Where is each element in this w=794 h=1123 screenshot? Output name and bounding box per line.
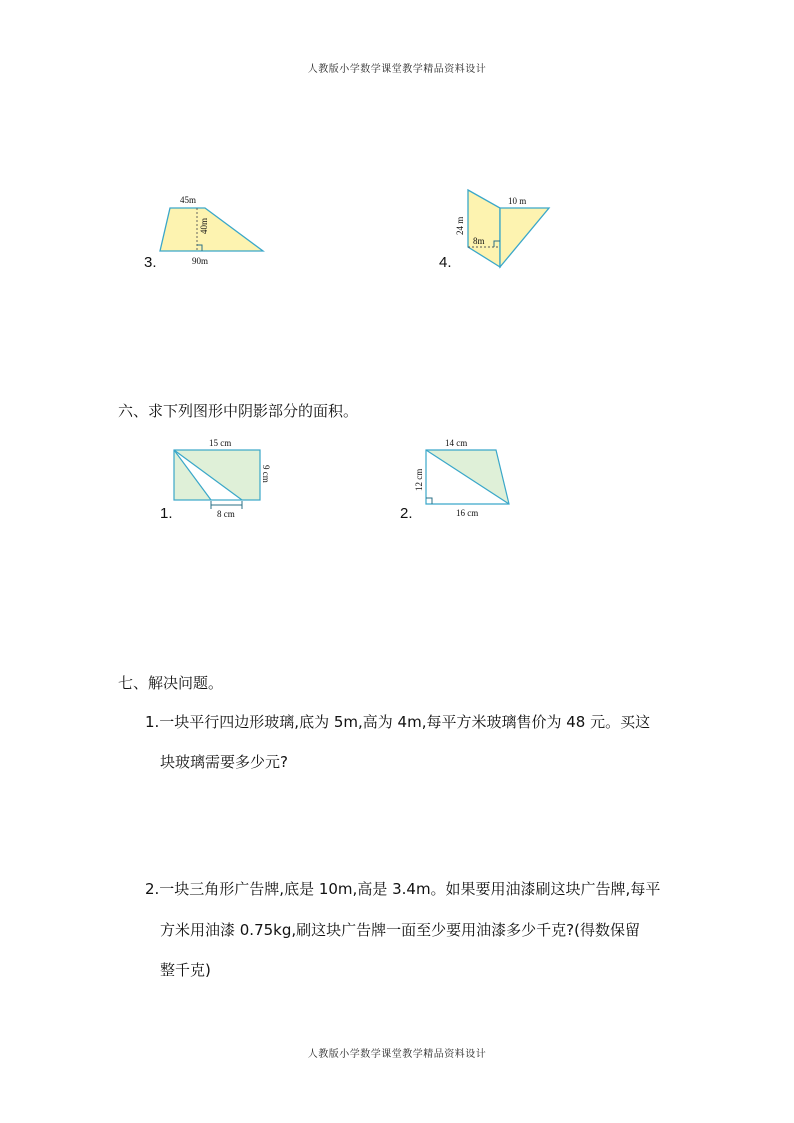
triangle-shape bbox=[500, 208, 549, 267]
shaded-figure-1-number: 1. bbox=[160, 505, 173, 522]
composite-figure bbox=[450, 185, 560, 275]
trapezoid-bottom-label: 90m bbox=[192, 256, 209, 266]
question-1-line-2: 块玻璃需要多少元? bbox=[160, 753, 288, 771]
shaded-1-side-label: 9 cm bbox=[261, 465, 271, 483]
page-footer: 人教版小学数学课堂教学精品资料设计 bbox=[307, 1049, 487, 1060]
trapezoid-height-label: 40m bbox=[199, 217, 209, 234]
shaded-trapezoid-figure bbox=[410, 435, 520, 525]
composite-side-label: 24 m bbox=[455, 216, 465, 235]
shaded-2-top-label: 14 cm bbox=[445, 438, 468, 448]
parallelogram-shape bbox=[468, 190, 500, 267]
shaded-figure-2-number: 2. bbox=[400, 505, 413, 522]
question-2-line-3: 整千克) bbox=[160, 961, 211, 979]
trapezoid-figure bbox=[150, 190, 280, 270]
right-angle-mark bbox=[426, 498, 432, 504]
question-1-line-1: 1.一块平行四边形玻璃,底为 5m,高为 4m,每平方米玻璃售价为 48 元。买这 bbox=[145, 713, 651, 731]
shaded-2-side-label: 12 cm bbox=[414, 468, 424, 491]
shaded-1-top-label: 15 cm bbox=[209, 438, 232, 448]
trapezoid-shape bbox=[160, 208, 263, 251]
shaded-rectangle-figure bbox=[170, 435, 280, 525]
shaded-2-bottom-label: 16 cm bbox=[456, 508, 479, 518]
shaded-1-bottom-label: 8 cm bbox=[217, 509, 235, 519]
figure-3-number: 3. bbox=[144, 254, 157, 271]
question-2-line-2: 方米用油漆 0.75kg,刷这块广告牌一面至少要用油漆多少千克?(得数保留 bbox=[160, 921, 640, 939]
composite-inner-label: 8m bbox=[473, 236, 485, 246]
page-header: 人教版小学数学课堂教学精品资料设计 bbox=[307, 64, 487, 75]
section-6-title: 六、求下列图形中阴影部分的面积。 bbox=[118, 402, 359, 420]
section-7-title: 七、解决问题。 bbox=[118, 674, 224, 692]
figure-4-number: 4. bbox=[439, 254, 452, 271]
trapezoid-top-label: 45m bbox=[180, 195, 197, 205]
question-2-line-1: 2.一块三角形广告牌,底是 10m,高是 3.4m。如果要用油漆刷这块广告牌,每平 bbox=[145, 880, 661, 898]
composite-top-label: 10 m bbox=[508, 196, 527, 206]
